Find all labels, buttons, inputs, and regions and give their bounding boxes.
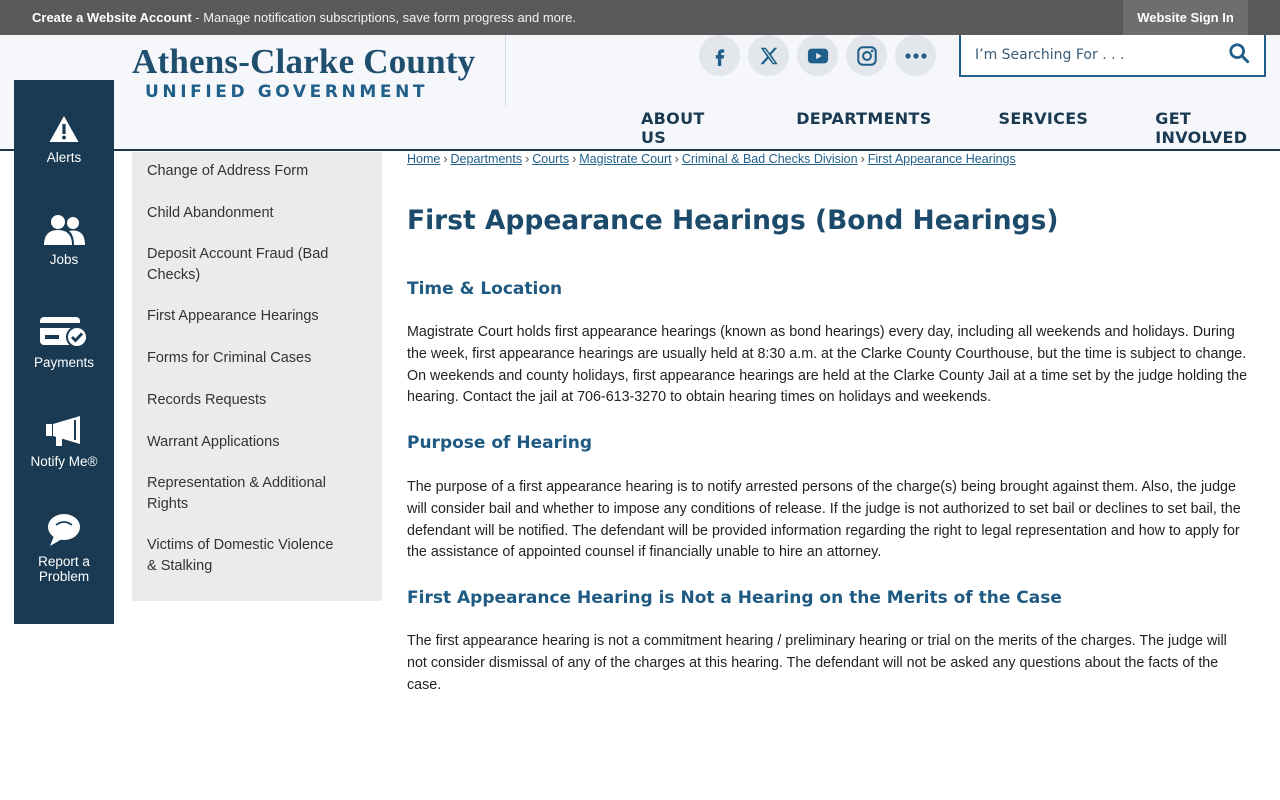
account-bar [0,0,1280,35]
quick-link-label: Report a Problem [38,554,90,584]
sidenav-item[interactable]: Records Requests [147,392,267,408]
quick-link-label: Notify Me® [30,454,98,469]
breadcrumb-link[interactable]: Home [407,152,441,166]
nav-get-involved[interactable]: GET INVOLVED [1155,109,1248,147]
main-navigation [641,109,1280,147]
quick-links-panel [14,80,114,624]
section-heading: First Appearance Hearing is Not a Hearing on the Merits of the Case [407,588,1062,608]
quick-link-payments[interactable] [14,315,114,370]
header-divider [505,35,506,107]
site-header [0,35,1280,151]
quick-link-alerts[interactable] [14,114,114,165]
breadcrumb-link[interactable]: Departments [450,152,523,166]
section-heading: Time & Location [407,279,563,299]
breadcrumb-link[interactable]: First Appearance Hearings [867,152,1016,166]
sidenav-item[interactable]: Child Abandonment [147,205,274,221]
payments-icon [39,315,89,349]
section-body: The purpose of a first appearance hearing is to notify arrested persons of the charge(s) being brought against them. Also, the judge will consider bail and whether to impose any conditions of release. If the judge is not authorized to set bail or declines to set bail, the defendant will be notified. The defendant will be provided information regarding the right to legal representation and how to apply for the assistance of appointed counsel if financially unable to hire an attorney. [407,479,1241,561]
breadcrumb: Home › Departments › Courts › Magistrate Court › Criminal & Bad Checks Division › First Appearance Hearings [407,152,1016,166]
quick-link-label: Alerts [46,150,82,165]
section-body: Magistrate Court holds first appearance hearings (known as bond hearings) every day, including all weekends and holidays. During the week, first appearance hearings are usually held at 8:30 a.m. at the Clarke County Courthouse, but the time is subject to change. On weekends and county holidays, first appearance hearings are held at the Clarke County Jail at a time set by the judge holding the hearing. Contact the jail at 706-613-3270 to obtain hearing times on holidays and weekends. [407,324,1248,406]
x-icon[interactable] [748,35,789,76]
alert-icon [48,114,80,144]
quick-link-label: Payments [33,355,95,370]
facebook-icon[interactable] [699,35,740,76]
more-icon[interactable] [895,35,936,76]
quick-link-label: Jobs [49,252,79,267]
breadcrumb-link[interactable]: Courts [532,152,570,166]
sidenav-item[interactable]: First Appearance Hearings [147,308,319,324]
megaphone-icon [44,414,84,448]
chat-icon [46,512,82,548]
search-icon[interactable] [1228,42,1252,66]
site-search [959,35,1266,77]
sidenav-item[interactable]: Change of Address Form [147,163,309,179]
quick-link-report-problem[interactable] [14,512,114,584]
nav-services[interactable]: SERVICES [998,109,1089,128]
section-side-navigation [132,152,382,601]
search-input[interactable] [975,43,1215,67]
breadcrumb-link[interactable]: Criminal & Bad Checks Division [681,152,858,166]
sidenav-item[interactable]: Warrant Applications [147,434,280,450]
youtube-icon[interactable] [797,35,838,76]
breadcrumb-link[interactable]: Magistrate Court [579,152,672,166]
sidenav-item[interactable]: Deposit Account Fraud (Bad Checks) [147,246,329,283]
jobs-icon [41,214,87,246]
sidenav-item[interactable]: Victims of Domestic Violence & Stalking [147,537,334,574]
website-sign-in-button[interactable]: Website Sign In [1123,0,1248,35]
social-links [699,35,936,76]
create-account-link[interactable]: Create a Website Account [32,10,192,25]
quick-link-notify-me[interactable] [14,414,114,469]
nav-about-us[interactable]: ABOUT US [641,109,705,147]
logo-line-2: UNIFIED GOVERNMENT [145,82,429,102]
quick-link-jobs[interactable] [14,214,114,267]
section-heading: Purpose of Hearing [407,433,593,453]
instagram-icon[interactable] [846,35,887,76]
section-body: The first appearance hearing is not a commitment hearing / preliminary hearing or trial on the merits of the charges. The judge will not consider dismissal of any of the charges at this hearing. The defendant will not be asked any questions about the facts of the case. [407,633,1227,693]
account-message [32,10,576,25]
nav-departments[interactable]: DEPARTMENTS [796,109,932,128]
page-title: First Appearance Hearings (Bond Hearings) [407,205,1059,236]
sidenav-item[interactable]: Forms for Criminal Cases [147,350,312,366]
logo-line-1: Athens-Clarke County [132,42,476,81]
site-logo[interactable] [132,43,475,103]
account-message-text: - Manage notification subscriptions, save form progress and more. [191,10,577,25]
sidenav-item[interactable]: Representation & Additional Rights [147,475,326,512]
